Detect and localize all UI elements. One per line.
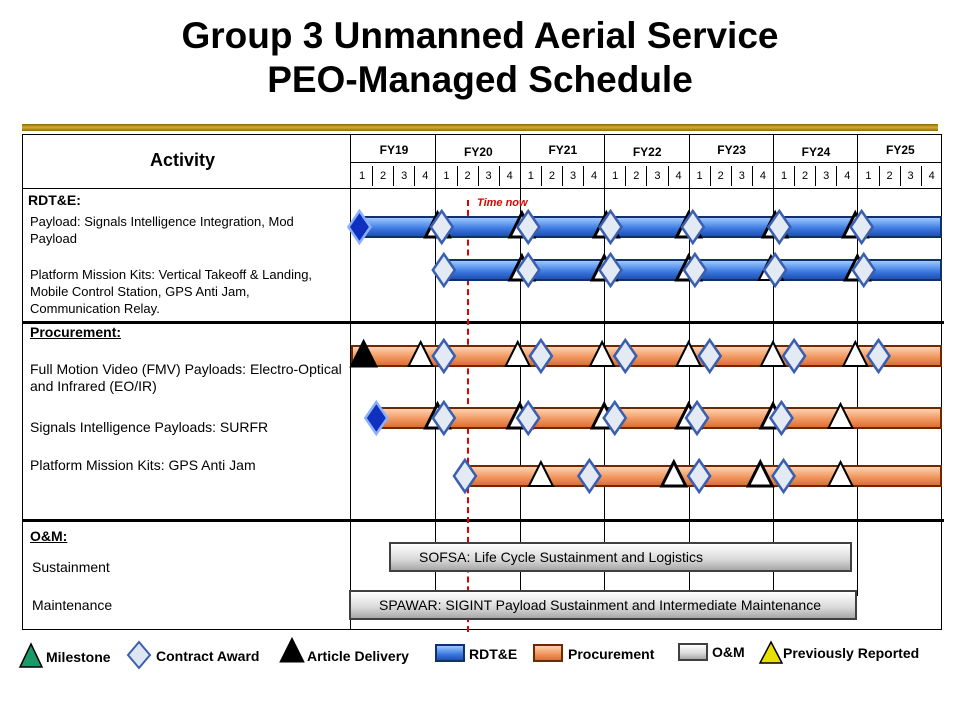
quarter-label: 3 xyxy=(738,170,745,182)
fy-label: FY23 xyxy=(717,143,746,157)
section-om: O&M: xyxy=(30,528,68,544)
quarter-label: 3 xyxy=(485,170,492,182)
quarter-label: 1 xyxy=(780,170,788,182)
row-maintenance: Maintenance xyxy=(32,597,113,613)
time-now-label: Time now xyxy=(477,197,528,209)
legend-procurement: Procurement xyxy=(568,646,655,662)
quarter-label: 1 xyxy=(358,170,366,182)
legend-milestone: Milestone xyxy=(46,649,111,665)
title-line-2: PEO-Managed Schedule xyxy=(267,59,693,100)
fy-label: FY22 xyxy=(632,145,662,159)
gantt-bar-om: SPAWAR: SIGINT Payload Sustainment and Intermediate Maintenance xyxy=(349,590,857,620)
quarter-label: 2 xyxy=(717,170,724,182)
legend-previously-reported-icon xyxy=(760,642,782,663)
quarter-label: 1 xyxy=(612,170,619,182)
quarter-label: 1 xyxy=(696,170,703,182)
legend-rdte-swatch xyxy=(435,644,465,662)
quarter-label: 2 xyxy=(548,170,555,182)
legend-previously-reported: Previously Reported xyxy=(783,645,920,661)
legend-contract-award-icon xyxy=(128,642,150,668)
row-platform-kits: Platform Mission Kits: Vertical Takeoff & Landing, Mobile Control Station, GPS Anti Jam, Communication Relay. xyxy=(30,267,313,316)
activity-header: Activity xyxy=(150,150,216,170)
legend-rdte: RDT&E xyxy=(469,646,518,662)
quarter-label: 4 xyxy=(506,170,513,182)
quarter-label: 2 xyxy=(464,170,471,182)
quarter-label: 4 xyxy=(591,170,598,182)
section-rdte: RDT&E: xyxy=(28,192,81,208)
quarter-label: 4 xyxy=(759,170,766,182)
fy-label: FY20 xyxy=(464,145,493,159)
section-procurement: Procurement: xyxy=(30,324,122,340)
gantt-bar-om: SOFSA: Life Cycle Sustainment and Logistics xyxy=(389,542,852,572)
quarter-label: 2 xyxy=(380,170,387,182)
quarter-label: 1 xyxy=(443,170,450,182)
row-payload-sigint: Payload: Signals Intelligence Integration, Mod Payload xyxy=(30,214,294,246)
fy-label: FY25 xyxy=(886,143,915,157)
fy-label: FY21 xyxy=(548,143,578,157)
legend-milestone-icon xyxy=(20,644,42,667)
title-line-1: Group 3 Unmanned Aerial Service xyxy=(181,15,779,56)
quarter-label: 3 xyxy=(401,170,408,182)
quarter-label: 4 xyxy=(928,170,935,182)
quarter-label: 3 xyxy=(569,170,577,182)
row-sustainment: Sustainment xyxy=(32,559,110,575)
row-sigint-surfr: Signals Intelligence Payloads: SURFR xyxy=(30,419,269,435)
legend-procurement-swatch xyxy=(533,644,563,662)
row-fmv: Full Motion Video (FMV) Payloads: Electro-Optical and Infrared (EO/IR) xyxy=(30,361,342,394)
legend-contract-award: Contract Award xyxy=(156,648,260,664)
quarter-label: 1 xyxy=(527,170,534,182)
quarter-label: 4 xyxy=(675,170,682,182)
fy-label: FY19 xyxy=(379,143,409,157)
row-gps-antijam: Platform Mission Kits: GPS Anti Jam xyxy=(30,457,256,473)
legend-article-delivery-icon xyxy=(280,638,304,662)
quarter-label: 3 xyxy=(654,170,661,182)
legend-article-delivery: Article Delivery xyxy=(307,648,409,664)
quarter-label: 3 xyxy=(907,170,914,182)
legend-om-swatch xyxy=(678,643,708,661)
fy-label: FY24 xyxy=(801,145,831,159)
quarter-label: 2 xyxy=(886,170,893,182)
quarter-label: 4 xyxy=(422,170,429,182)
quarter-label: 2 xyxy=(802,170,809,182)
quarter-label: 2 xyxy=(633,170,640,182)
quarter-label: 3 xyxy=(823,170,830,182)
quarter-label: 4 xyxy=(844,170,851,182)
quarter-label: 1 xyxy=(865,170,872,182)
legend-om: O&M xyxy=(712,644,745,660)
